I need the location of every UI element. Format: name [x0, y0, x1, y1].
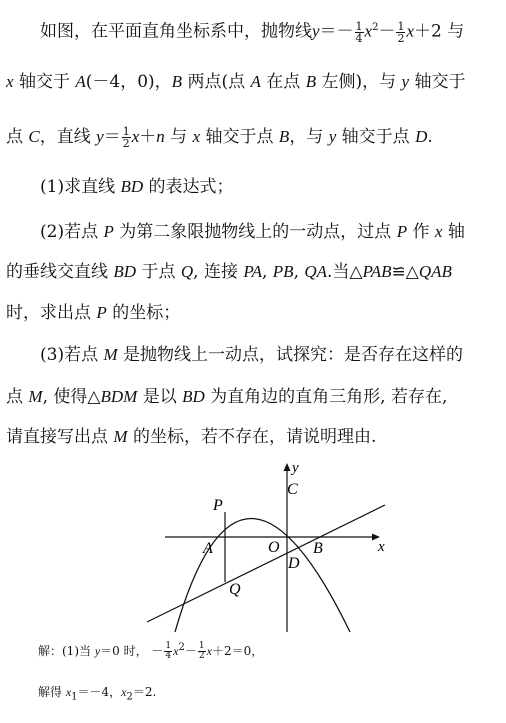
point-p: P [103, 222, 114, 241]
var-x: x [65, 685, 72, 699]
text: － [378, 21, 396, 42]
fraction-numerator: 1 [198, 641, 205, 651]
text: 轴交于 [409, 72, 466, 92]
fraction-numerator: 1 [397, 19, 405, 33]
text: (1)求直线 [40, 177, 121, 197]
text: ，与 [289, 127, 329, 147]
fraction-numerator: 1 [165, 641, 172, 651]
point-m: M [103, 345, 118, 364]
point-c: C [28, 127, 40, 146]
question-3-line-2 [6, 387, 506, 407]
fraction-denominator: 4 [355, 31, 363, 45]
text: 点 [6, 387, 29, 407]
text: ＝2. [132, 685, 157, 699]
var-y: y [94, 644, 101, 658]
var-y: y [401, 72, 410, 91]
label-o: O [268, 539, 280, 556]
var-y: y [328, 127, 337, 146]
point-d: D [415, 127, 428, 146]
text: 轴 [442, 222, 465, 242]
subscript: 1 [71, 691, 78, 703]
text: 请直接写出点 [6, 427, 114, 447]
question-2-line-1 [40, 222, 506, 242]
solution-line-2 [38, 684, 156, 705]
question-2-line-2 [6, 262, 506, 282]
var-x: x [6, 72, 14, 91]
point-p: P [396, 222, 408, 241]
text: 为第二象限抛物线上的一动点，过点 [113, 222, 397, 242]
text: . [427, 127, 433, 147]
label-x: x [378, 539, 385, 555]
exponent: 2 [178, 642, 185, 653]
var-x: x [173, 644, 179, 658]
fraction-numerator: 1 [122, 125, 130, 138]
text: 作 [407, 222, 435, 242]
problem-line-2 [6, 72, 506, 92]
text: ＋ [139, 127, 157, 147]
question-1 [40, 177, 506, 197]
line-bd [147, 505, 385, 622]
text: (2)若点 [40, 222, 104, 242]
var-x: x [192, 127, 201, 146]
text: (－4，0)， [85, 72, 172, 92]
text: 为直角边的直角三角形, 若存在, [204, 387, 448, 407]
text: ，直线 [39, 127, 97, 147]
text: 轴交于点 [336, 127, 416, 147]
segment-qa: QA [304, 262, 328, 281]
text: 的表达式； [143, 177, 234, 197]
text: 是抛物线上一动点，试探究：是否存在这样的 [117, 345, 464, 365]
text: ＝－4， [77, 685, 122, 699]
point-m: M [28, 387, 43, 406]
point-m: M [113, 427, 128, 446]
fraction [198, 642, 206, 661]
segment-pa: PA [243, 262, 262, 281]
label-q: Q [229, 581, 241, 598]
question-3-line-3 [6, 427, 506, 447]
question-3-line-1 [40, 345, 506, 365]
text: , [261, 262, 273, 282]
text: 点 [6, 127, 29, 147]
text: 时，求出点 [6, 303, 97, 323]
text: 的垂线交直线 [6, 262, 114, 282]
text: ＝0 时， － [100, 644, 164, 658]
triangle-bdm: BDM [100, 387, 138, 406]
point-a: A [75, 72, 86, 91]
text: － [184, 644, 197, 658]
segment-bd: BD [182, 387, 205, 406]
text: 的坐标，若不存在，请说明理由. [127, 427, 377, 447]
text: , 连接 [193, 262, 244, 282]
parabola-figure [0, 455, 506, 635]
var-x: x [131, 127, 140, 146]
point-b: B [305, 72, 317, 91]
text: 在点 [260, 72, 306, 92]
problem-line-3 [6, 126, 506, 149]
var-x: x [434, 222, 443, 241]
point-b: B [278, 127, 290, 146]
text: 的坐标； [106, 303, 181, 323]
text: 与 [164, 127, 193, 147]
question-2-line-3 [6, 303, 506, 323]
fraction [164, 642, 172, 661]
fraction-denominator: 4 [165, 651, 172, 661]
point-b: B [171, 72, 183, 91]
subscript: 2 [126, 691, 133, 703]
fraction-denominator: 2 [397, 31, 405, 45]
text: , 使得△ [42, 387, 101, 407]
text: ≌△ [391, 262, 419, 282]
fraction [122, 126, 131, 149]
text: ＝ [103, 127, 121, 147]
text: 两点(点 [182, 72, 251, 92]
text: 是以 [137, 387, 183, 407]
var-n: n [156, 127, 165, 146]
text: , [293, 262, 305, 282]
point-q: Q [180, 262, 194, 281]
var-y: y [96, 127, 104, 146]
text: 轴交于 [13, 72, 76, 92]
exponent: 2 [372, 22, 379, 33]
segment-pb: PB [272, 262, 294, 281]
label-p: P [213, 497, 223, 514]
segment-bd: BD [113, 262, 137, 281]
text: 如图，在平面直角坐标系中，抛物线 [40, 21, 312, 42]
text: 左侧)，与 [316, 72, 402, 92]
text: 解：(1)当 [38, 644, 95, 658]
text: 于点 [136, 262, 181, 282]
var-x: x [406, 21, 415, 41]
var-x: x [206, 644, 212, 658]
text: ＋2 与 [414, 21, 465, 42]
text: .当△ [327, 262, 363, 282]
point-p: P [96, 303, 107, 322]
var-x: x [121, 685, 127, 699]
var-y: y [312, 21, 320, 41]
text: 解得 [38, 685, 66, 699]
label-a: A [203, 540, 213, 557]
var-x: x [364, 21, 373, 41]
problem-line-1 [40, 18, 506, 44]
solution-line-1 [38, 640, 263, 661]
fraction [396, 21, 405, 44]
point-a: A [250, 72, 261, 91]
fraction-numerator: 1 [355, 19, 363, 33]
fraction-denominator: 2 [198, 651, 205, 661]
label-c: C [287, 481, 298, 498]
text: 轴交于点 [200, 127, 279, 147]
fraction [355, 21, 364, 44]
triangle-qab: QAB [418, 262, 452, 281]
text: (3)若点 [40, 345, 104, 365]
label-d: D [288, 555, 300, 572]
segment-bd: BD [120, 177, 144, 196]
y-axis-arrow [284, 463, 291, 471]
fraction-denominator: 2 [122, 137, 130, 150]
label-y: y [292, 460, 299, 476]
text: ＋2＝0， [211, 644, 264, 658]
text: ＝－ [319, 21, 354, 42]
label-b: B [313, 540, 323, 557]
triangle-pab: PAB [362, 262, 392, 281]
